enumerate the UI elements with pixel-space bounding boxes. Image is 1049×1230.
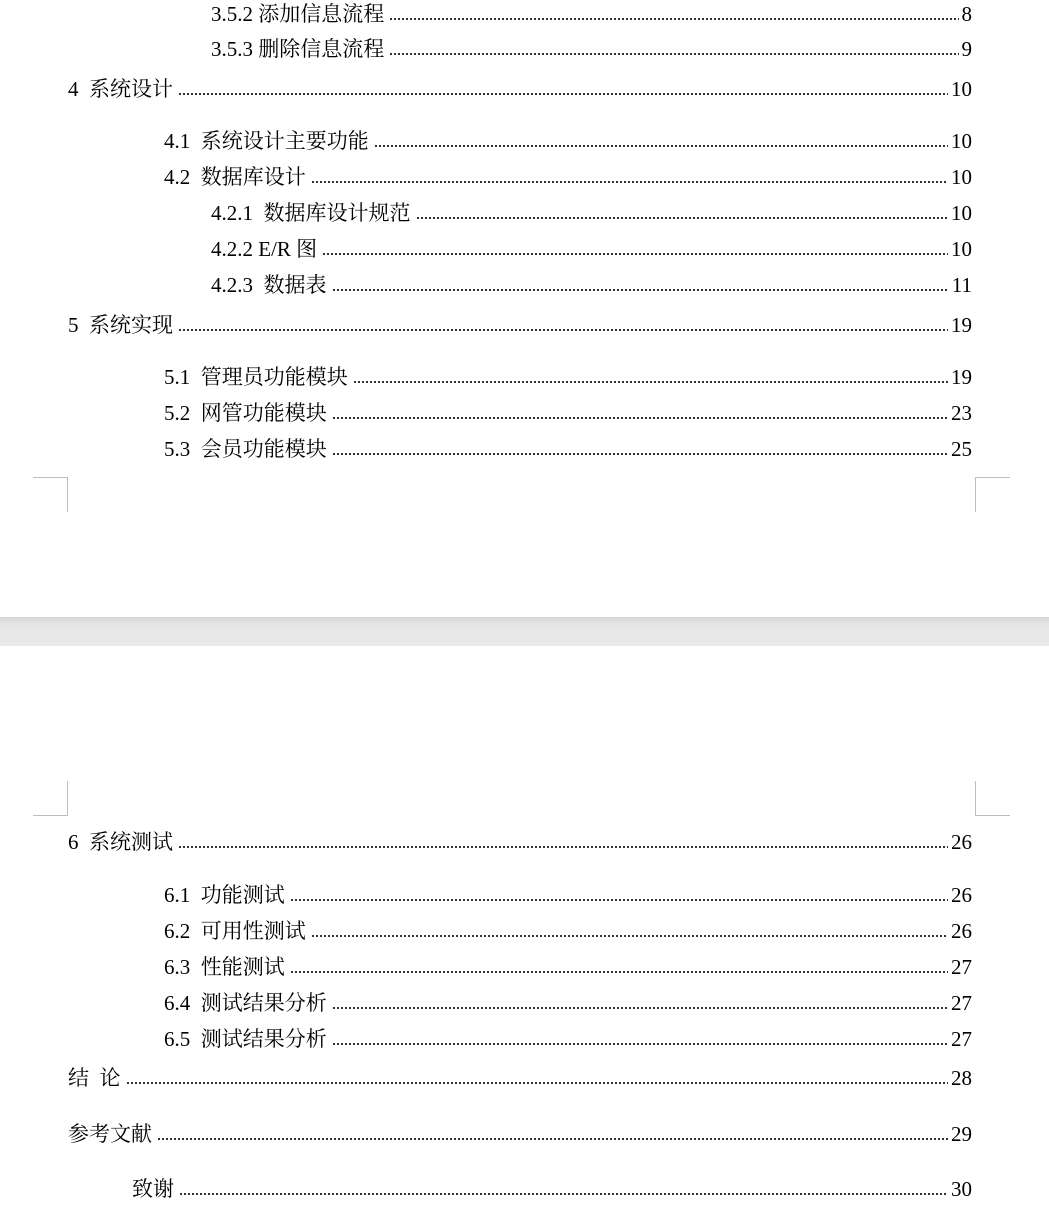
- crop-mark-bottom-left: [33, 477, 68, 512]
- toc-entry[interactable]: [211, 231, 972, 261]
- toc-leader-dots: [178, 328, 948, 332]
- toc-leader-dots: [374, 144, 948, 148]
- toc-leader-dots: [332, 416, 948, 420]
- toc-page-number: 10: [951, 165, 972, 189]
- toc-leader-dots: [389, 17, 958, 21]
- toc-leader-dots: [157, 1137, 948, 1141]
- toc-leader-dots: [178, 845, 948, 849]
- toc-entry[interactable]: [164, 359, 972, 389]
- toc-entry[interactable]: [211, 195, 972, 225]
- toc-page-number: 25: [951, 437, 972, 461]
- toc-leader-dots: [311, 934, 948, 938]
- toc-page-number: 10: [951, 201, 972, 225]
- toc-entry[interactable]: [164, 123, 972, 153]
- toc-entry-title: 4.2.1 数据库设计规范: [211, 201, 411, 225]
- toc-page-number: 23: [951, 401, 972, 425]
- toc-page-number: 26: [951, 883, 972, 907]
- toc-entry[interactable]: [211, 267, 972, 297]
- toc-entry-title: 6.2 可用性测试: [164, 919, 306, 943]
- toc-leader-dots: [126, 1081, 949, 1085]
- toc-leader-dots: [178, 92, 948, 96]
- toc-entry[interactable]: [164, 949, 972, 979]
- toc-leader-dots: [322, 252, 948, 256]
- toc-leader-dots: [353, 380, 948, 384]
- toc-entry-title: 5.1 管理员功能模块: [164, 365, 348, 389]
- toc-entry-title: 6.3 性能测试: [164, 955, 285, 979]
- toc-leader-dots: [332, 1042, 948, 1046]
- toc-entry[interactable]: [132, 1171, 972, 1201]
- toc-entry[interactable]: [68, 1060, 972, 1090]
- crop-mark-bottom-right: [975, 477, 1010, 512]
- toc-page-number: 10: [951, 129, 972, 153]
- toc-entry-title: 5.3 会员功能模块: [164, 437, 327, 461]
- toc-entry-title: 4.1 系统设计主要功能: [164, 129, 369, 153]
- toc-entry-title: 3.5.2 添加信息流程: [211, 2, 385, 26]
- toc-entry[interactable]: [211, 31, 972, 61]
- toc-page-number: 10: [951, 77, 972, 101]
- toc-leader-dots: [311, 180, 948, 184]
- toc-leader-dots: [416, 216, 949, 220]
- toc-leader-dots: [179, 1192, 948, 1196]
- toc-entry[interactable]: [68, 824, 972, 854]
- toc-leader-dots: [332, 452, 948, 456]
- toc-page-number: 27: [951, 991, 972, 1015]
- toc-leader-dots: [332, 288, 949, 292]
- toc-entry[interactable]: [68, 1116, 972, 1146]
- toc-page-number: 29: [951, 1122, 972, 1146]
- toc-entry-title: 致谢: [132, 1177, 174, 1201]
- toc-entry-title: 5 系统实现: [68, 313, 173, 337]
- toc-entry[interactable]: [211, 0, 972, 26]
- page-separator: [0, 617, 1049, 646]
- toc-page-number: 9: [961, 37, 972, 61]
- toc-entry[interactable]: [68, 71, 972, 101]
- toc-page-number: 10: [951, 237, 972, 261]
- toc-leader-dots: [290, 970, 948, 974]
- toc-entry-title: 6.1 功能测试: [164, 883, 285, 907]
- toc-entry-title: 6 系统测试: [68, 830, 173, 854]
- toc-page-number: 11: [951, 273, 972, 297]
- toc-page-number: 27: [951, 955, 972, 979]
- crop-mark-top-left: [33, 781, 68, 816]
- toc-entry[interactable]: [164, 985, 972, 1015]
- toc-page-number: 26: [951, 919, 972, 943]
- toc-page-number: 27: [951, 1027, 972, 1051]
- toc-entry-title: 4 系统设计: [68, 77, 173, 101]
- crop-mark-top-right: [975, 781, 1010, 816]
- toc-page-number: 19: [951, 365, 972, 389]
- toc-page-number: 8: [961, 2, 972, 26]
- toc-page-number: 30: [951, 1177, 972, 1201]
- toc-entry-title: 4.2.3 数据表: [211, 273, 327, 297]
- toc-entry-title: 结 论: [68, 1066, 121, 1090]
- toc-entry-title: 3.5.3 删除信息流程: [211, 37, 385, 61]
- toc-page-number: 19: [951, 313, 972, 337]
- toc-entry[interactable]: [164, 913, 972, 943]
- toc-entry[interactable]: [164, 159, 972, 189]
- toc-entry[interactable]: [164, 431, 972, 461]
- toc-entry[interactable]: [164, 1021, 972, 1051]
- toc-entry-title: 4.2.2 E/R 图: [211, 237, 318, 261]
- toc-entry-title: 4.2 数据库设计: [164, 165, 306, 189]
- toc-entry-title: 5.2 网管功能模块: [164, 401, 327, 425]
- toc-entry-title: 参考文献: [68, 1122, 152, 1146]
- toc-entry[interactable]: [164, 877, 972, 907]
- toc-entry[interactable]: [68, 307, 972, 337]
- toc-leader-dots: [290, 898, 948, 902]
- toc-entry-title: 6.5 测试结果分析: [164, 1027, 327, 1051]
- toc-entry-title: 6.4 测试结果分析: [164, 991, 327, 1015]
- toc-page-number: 26: [951, 830, 972, 854]
- toc-page-number: 28: [951, 1066, 972, 1090]
- toc-leader-dots: [332, 1006, 948, 1010]
- toc-entry[interactable]: [164, 395, 972, 425]
- toc-leader-dots: [389, 52, 958, 56]
